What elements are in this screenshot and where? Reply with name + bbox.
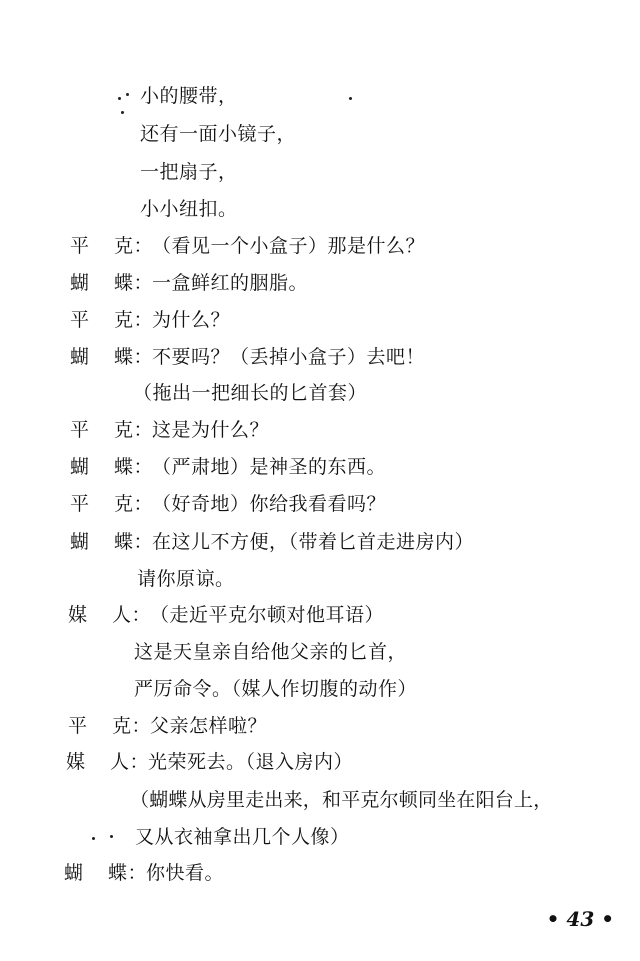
line-text: （蝴蝶从房里走出来，和平克尔顿同坐在阳台上，: [130, 789, 553, 811]
script-line: [70, 530, 474, 554]
speaker-char: 媒: [66, 751, 86, 773]
speaker-char: 克：: [114, 235, 154, 257]
scan-speck: [349, 97, 352, 100]
line-text: （好奇地）你给我看看吗？: [152, 493, 387, 515]
speaker-label: [68, 714, 150, 738]
speaker-char: 平: [68, 715, 88, 737]
script-line: [70, 345, 425, 369]
speaker-char: 克：: [114, 309, 154, 331]
script-line: [68, 603, 384, 627]
speaker-char: 蝶：: [108, 862, 148, 884]
speaker-char: 蝴: [70, 272, 90, 294]
speaker-label: [70, 308, 152, 332]
script-line: [70, 418, 269, 442]
speaker-label: [64, 861, 146, 885]
scan-speck: [110, 835, 113, 838]
speaker-char: 平: [70, 309, 90, 331]
speaker-label: [68, 603, 150, 627]
speaker-char: 蝴: [70, 531, 90, 553]
line-text: 这是天皇亲自给他父亲的匕首，: [134, 641, 408, 663]
line-text: 在这儿不方便，（带着匕首走进房内）: [152, 531, 475, 553]
speaker-label: [70, 271, 152, 295]
line-text: 你快看。: [146, 862, 225, 884]
speaker-char: 蝴: [64, 862, 84, 884]
speaker-label: [70, 418, 152, 442]
script-line: [140, 197, 238, 221]
script-line: [70, 271, 308, 295]
speaker-char: 平: [70, 235, 90, 257]
line-text: 为什么？: [152, 309, 231, 331]
scan-speck: [92, 837, 95, 840]
speaker-char: 人：: [110, 751, 150, 773]
line-text: 一盒鲜红的胭脂。: [152, 272, 309, 294]
script-line: [66, 750, 353, 774]
speaker-char: 蝶：: [114, 456, 154, 478]
line-text: 请你原谅。: [137, 568, 235, 590]
speaker-label: [66, 750, 148, 774]
script-line: [70, 492, 386, 516]
line-text: （走近平克尔顿对他耳语）: [150, 604, 385, 626]
line-text: 还有一面小镜子，: [140, 123, 297, 145]
line-text: 又从衣袖拿出几个人像）: [135, 826, 350, 848]
script-line: [70, 308, 230, 332]
speaker-char: 克：: [114, 493, 154, 515]
speaker-char: 克：: [114, 419, 154, 441]
script-line: [134, 640, 407, 664]
speaker-label: [70, 530, 152, 554]
scan-speck: [121, 111, 124, 114]
speaker-char: 蝴: [70, 346, 90, 368]
script-line: [64, 861, 224, 885]
speaker-label: [70, 492, 152, 516]
scan-speck: [118, 97, 121, 100]
speaker-char: 媒: [68, 604, 88, 626]
speaker-label: [70, 345, 152, 369]
line-text: 小的腰带，: [140, 85, 238, 107]
scan-speck: [126, 93, 129, 96]
script-line: [134, 677, 417, 701]
script-line: [130, 788, 552, 812]
line-text: 光荣死去。（退入房内）: [148, 751, 354, 773]
line-text: 小小纽扣。: [140, 198, 238, 220]
speaker-char: 克：: [112, 715, 152, 737]
speaker-char: 人：: [112, 604, 152, 626]
line-text: 父亲怎样啦？: [150, 715, 268, 737]
script-line: [140, 84, 238, 108]
line-text: （看见一个小盒子）那是什么？: [152, 235, 426, 257]
script-line: [137, 567, 235, 591]
script-line: [70, 234, 425, 258]
speaker-char: 蝶：: [114, 346, 154, 368]
line-text: （严肃地）是神圣的东西。: [152, 456, 387, 478]
script-line: [68, 714, 267, 738]
speaker-char: 平: [70, 493, 90, 515]
line-text: 不要吗？（丢掉小盒子）去吧！: [152, 346, 426, 368]
line-text: 这是为什么？: [152, 419, 270, 441]
script-line: [70, 455, 386, 479]
line-text: （拖出一把细长的匕首套）: [133, 382, 368, 404]
line-text: 严厉命令。（媒人作切腹的动作）: [134, 678, 418, 700]
speaker-label: [70, 234, 152, 258]
script-line: [140, 160, 238, 184]
script-line: [135, 825, 350, 849]
line-text: 一把扇子，: [140, 161, 238, 183]
speaker-char: 蝶：: [114, 531, 154, 553]
speaker-char: 蝶：: [114, 272, 154, 294]
page-number: • 43 •: [546, 907, 614, 931]
script-line: [133, 381, 367, 405]
speaker-char: 蝴: [70, 456, 90, 478]
speaker-label: [70, 455, 152, 479]
script-line: [140, 122, 296, 146]
speaker-char: 平: [70, 419, 90, 441]
